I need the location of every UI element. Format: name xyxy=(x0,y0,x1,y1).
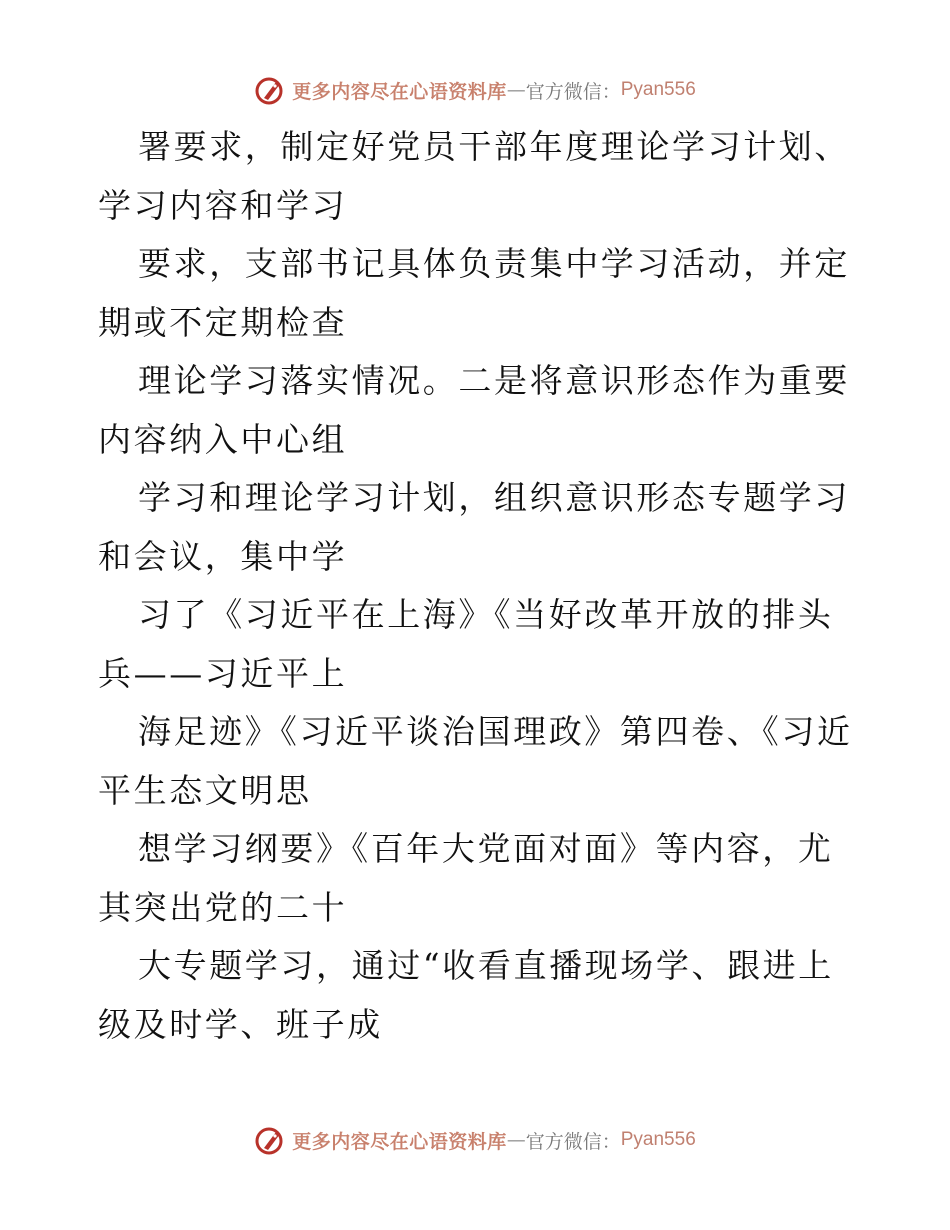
watermark-label: 官方微信： xyxy=(525,1130,621,1153)
paragraph-7: 想学习纲要》《百年大党面对面》等内容，尤其突出党的二十 xyxy=(98,829,834,927)
watermark-id: Pyan556 xyxy=(620,79,696,100)
paragraph-4: 学习和理论学习计划，组织意识形态专题学习和会议，集中学 xyxy=(98,478,850,576)
watermark-id: Pyan556 xyxy=(620,1129,696,1150)
header-watermark xyxy=(0,70,950,110)
watermark-brand: 更多内容尽在心语资料库 xyxy=(292,1130,507,1153)
watermark-label: 官方微信： xyxy=(525,80,621,103)
document-body xyxy=(98,118,858,1054)
paragraph-6: 海足迹》《习近平谈治国理政》第四卷、《习近平生态文明思 xyxy=(98,712,853,810)
watermark-brand: 更多内容尽在心语资料库 xyxy=(292,80,507,103)
paragraph-3: 理论学习落实情况。二是将意识形态作为重要内容纳入中心组 xyxy=(98,361,850,459)
watermark-separator: — xyxy=(506,79,526,101)
paragraph-8: 大专题学习，通过“收看直播现场学、跟进上级及时学、班子成 xyxy=(98,946,834,1044)
pen-nib-logo-icon xyxy=(254,1124,286,1156)
pen-nib-logo-icon xyxy=(254,74,286,106)
paragraph-1: 署要求，制定好党员干部年度理论学习计划、学习内容和学习 xyxy=(98,127,850,225)
paragraph-5: 习了《习近平在上海》《当好改革开放的排头兵——习近平上 xyxy=(98,595,834,693)
watermark-separator: — xyxy=(506,1129,526,1151)
footer-watermark xyxy=(0,1120,950,1160)
paragraph-2: 要求，支部书记具体负责集中学习活动，并定期或不定期检查 xyxy=(98,244,850,342)
